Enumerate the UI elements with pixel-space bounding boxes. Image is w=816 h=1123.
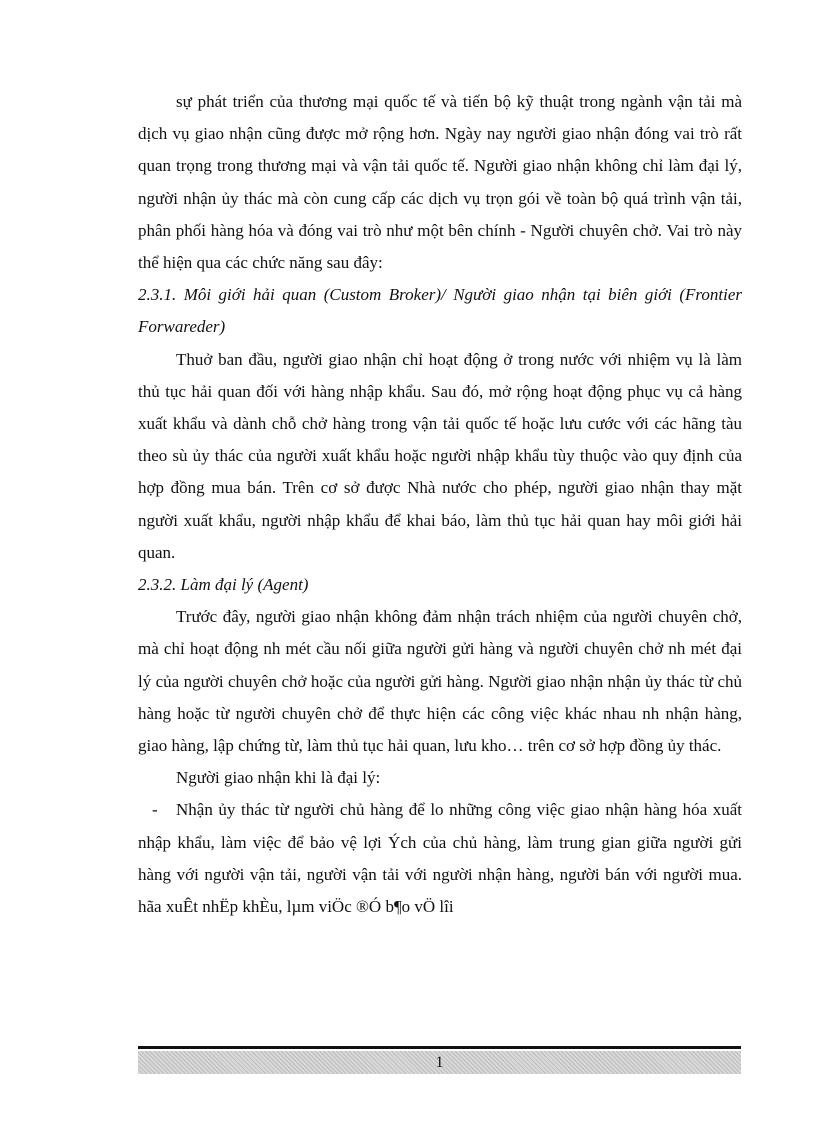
paragraph-agent: Trước đây, người giao nhận không đảm nhận trách nhiệm của người chuyên chở, mà chỉ hoạt động nh mét cầu nối giữa người gửi hàng và người chuyên chở nh mét đại lý của người chuyên chở hoặc của người gửi hàng. Người giao nhận nhận ủy thác từ chủ hàng hoặc từ người chuyên chở để thực hiện các công việc khác nhau nh nhận hàng, giao hàng, lập chứng từ, làm thủ tục hải quan, lưu kho… trên cơ sở hợp đồng ủy thác. bbox=[138, 607, 742, 756]
footer-rule bbox=[138, 1046, 741, 1049]
bullet-dash: - bbox=[152, 800, 158, 820]
paragraph-agent-intro: Người giao nhận khi là đại lý: bbox=[176, 768, 381, 788]
document-page bbox=[138, 86, 742, 923]
paragraph-intro: sự phát triển của thương mại quốc tế và tiến bộ kỹ thuật trong ngành vận tải mà dịch vụ giao nhận cũng được mở rộng hơn. Ngày nay người giao nhận đóng vai trò rất quan trọng trong thương mại và vận tải quốc tế. Người giao nhận không chỉ làm đại lý, người nhận ủy thác mà còn cung cấp các dịch vụ trọn gói về toàn bộ quá trình vận tải, phân phối hàng hóa và đóng vai trò như một bên chính - Người chuyên chở. Vai trò này thể hiện qua các chức năng sau đây: bbox=[138, 92, 742, 273]
section-heading-2-3-1: 2.3.1. Môi giới hải quan (Custom Broker)/ Người giao nhận tại biên giới (Frontier Forwareder) bbox=[138, 285, 742, 337]
bullet-item bbox=[138, 794, 742, 923]
page-number: 1 bbox=[435, 1054, 444, 1071]
paragraph-customs-broker: Thuở ban đầu, người giao nhận chỉ hoạt động ở trong nước với nhiệm vụ là làm thủ tục hải quan đối với hàng nhập khẩu. Sau đó, mở rộng hoạt động phục vụ cả hàng xuất khẩu và dành chỗ chở hàng trong vận tải quốc tế hoặc lưu cước với các hãng tàu theo sù ủy thác của người xuất khẩu hoặc người nhập khẩu tùy thuộc vào quy định của hợp đồng mua bán. Trên cơ sở được Nhà nước cho phép, người giao nhận thay mặt người xuất khẩu, người nhập khẩu để khai báo, làm thủ tục hải quan hay môi giới hải quan. bbox=[138, 349, 742, 562]
page-footer bbox=[138, 1046, 741, 1074]
bullet-text: Nhận ủy thác từ người chủ hàng để lo những công việc giao nhận hàng hóa xuất nhập khẩu, làm việc để bảo vệ lợi Ých của chủ hàng, làm trung gian giữa người gửi hàng với người vận tải, người vận tải với người nhận hàng, người bán với người mua. hãa xuÊt nhËp khÈu, lµm viÖc ®Ó b¶o vÖ lîi bbox=[138, 800, 742, 917]
section-heading-2-3-2: 2.3.2. Làm đại lý (Agent) bbox=[138, 575, 309, 595]
